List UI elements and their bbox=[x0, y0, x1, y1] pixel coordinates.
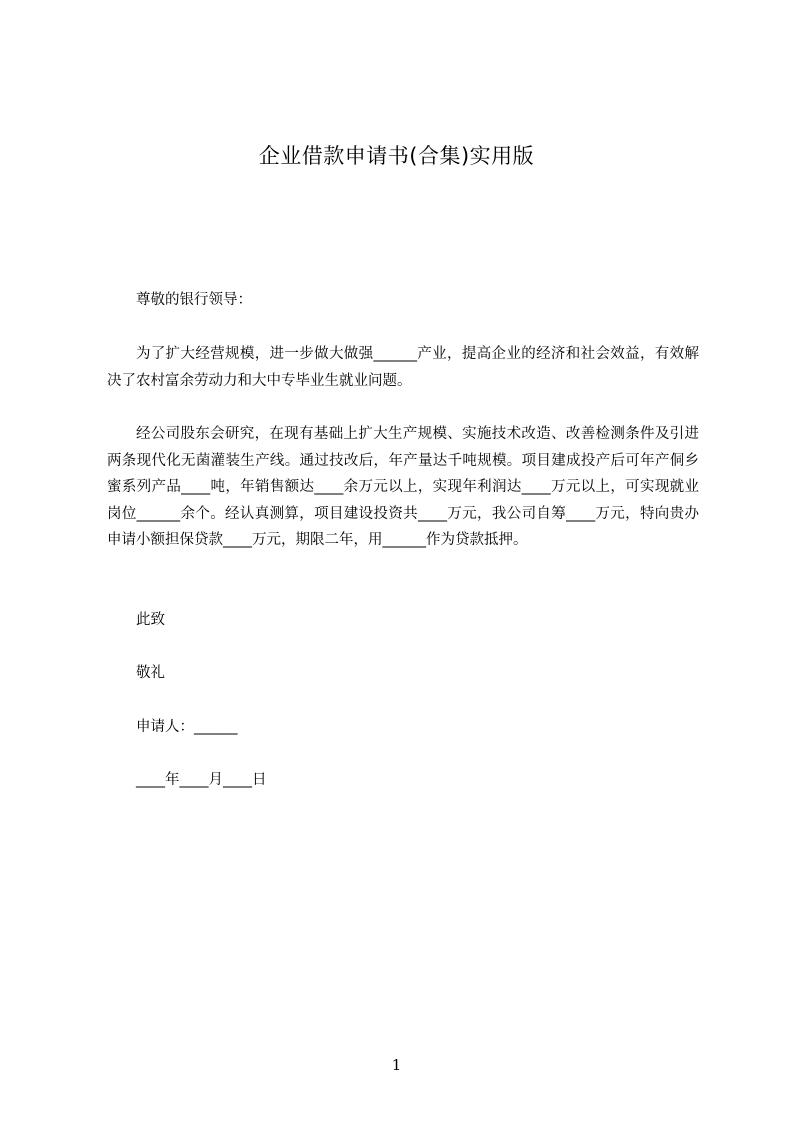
salutation: 尊敬的银行领导： bbox=[136, 292, 252, 308]
document-title: 企业借款申请书(合集)实用版 bbox=[258, 144, 535, 168]
closing-cizhi: 此致 bbox=[136, 612, 165, 628]
intro-paragraph: 为了扩大经营规模，进一步做大做强______产业，提高企业的经济和社会效益，有效解决了农村富余劳动力和大中专毕业生就业问题。 bbox=[107, 346, 699, 389]
closing-jingli: 敬礼 bbox=[136, 665, 165, 681]
page-number: 1 bbox=[391, 1056, 402, 1074]
applicant-line: 申请人：______ bbox=[136, 719, 238, 735]
date-line: ____年____月____日 bbox=[136, 772, 267, 788]
body-paragraph: 经公司股东会研究，在现有基础上扩大生产规模、实施技术改造、改善检测条件及引进两条现代化无菌灌装生产线。通过技改后，年产量达千吨规模。项目建成投产后可年产侗乡蜜系列产品____吨，年销售额达____余万元以上，实现年利润达____万元以上，可实现就业岗位______余个。经认真测算，项目建设投资共____万元，我公司自筹____万元，特向贵办申请小额担保贷款____万元，期限二年，用______作为贷款抵押。 bbox=[107, 426, 699, 548]
